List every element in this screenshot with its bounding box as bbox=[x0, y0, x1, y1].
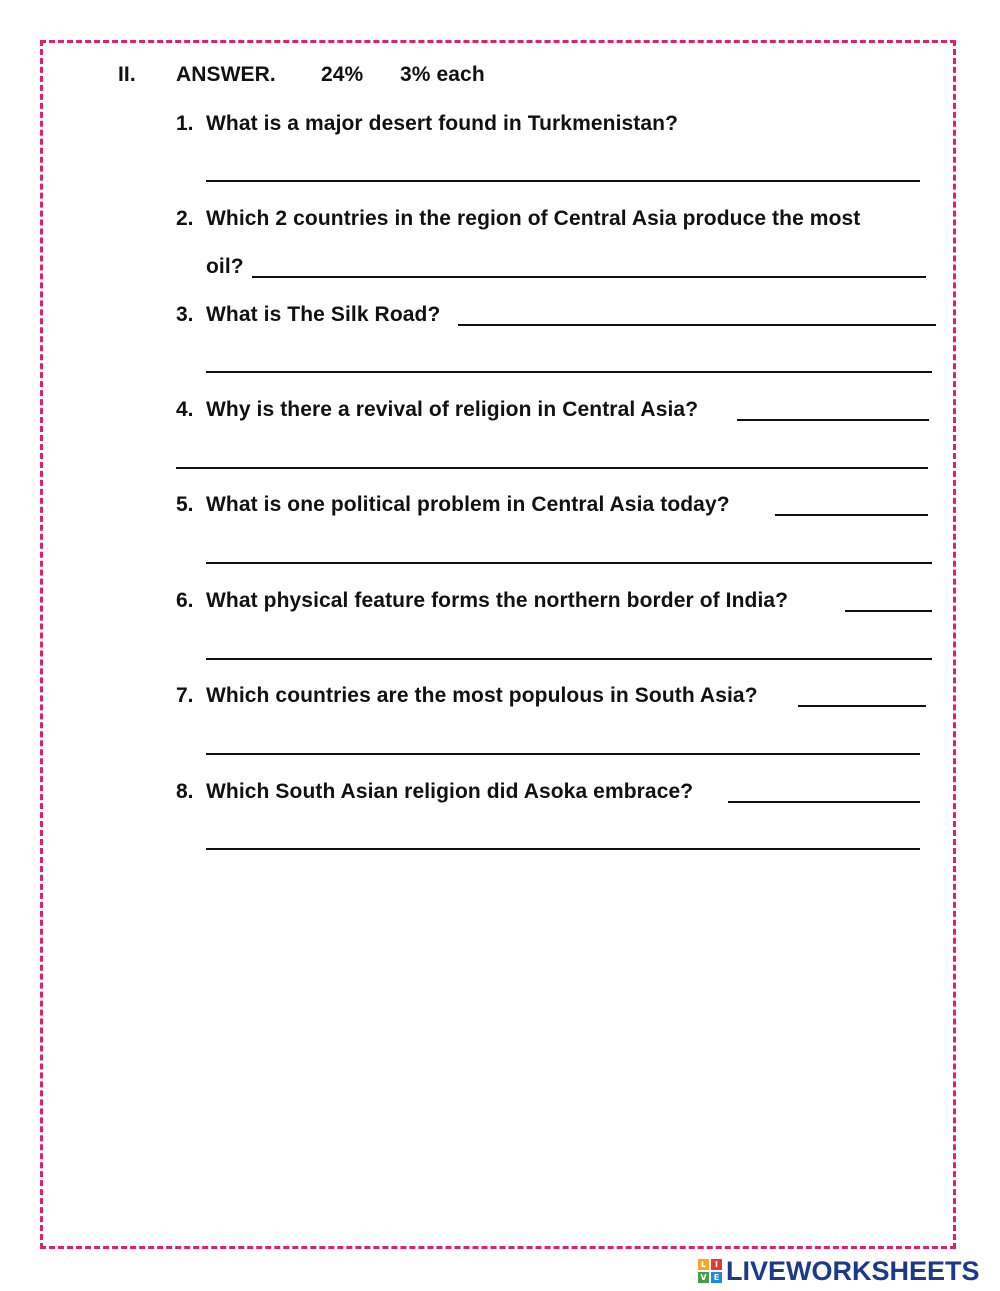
question-number: 5. bbox=[176, 493, 194, 516]
section-weight: 24% bbox=[321, 63, 364, 86]
answer-line[interactable] bbox=[845, 610, 932, 612]
liveworksheets-logo[interactable] bbox=[698, 1256, 980, 1286]
brand-name: LIVEWORKSHEETS bbox=[726, 1255, 980, 1286]
question-text: What is one political problem in Central Asia today? bbox=[206, 493, 730, 516]
section-numeral: II. bbox=[118, 63, 136, 86]
question-text: Which countries are the most populous in South Asia? bbox=[206, 684, 758, 707]
logo-tile: V bbox=[698, 1272, 709, 1283]
question-number: 1. bbox=[176, 112, 194, 135]
answer-line[interactable] bbox=[176, 467, 928, 469]
question-text: What physical feature forms the northern border of India? bbox=[206, 589, 789, 612]
answer-line[interactable] bbox=[206, 848, 920, 850]
question-number: 7. bbox=[176, 684, 194, 707]
answer-line[interactable] bbox=[206, 371, 932, 373]
question-text: Which 2 countries in the region of Central Asia produce the most bbox=[206, 207, 861, 230]
answer-line[interactable] bbox=[206, 753, 920, 755]
section-points: 3% each bbox=[400, 63, 485, 86]
logo-tile: I bbox=[711, 1259, 722, 1270]
answer-line[interactable] bbox=[798, 705, 926, 707]
question-number: 8. bbox=[176, 780, 194, 803]
answer-line[interactable] bbox=[728, 801, 920, 803]
answer-line[interactable] bbox=[458, 324, 936, 326]
question-number: 4. bbox=[176, 398, 194, 421]
question-continuation: oil? bbox=[206, 255, 244, 278]
answer-line[interactable] bbox=[737, 419, 929, 421]
answer-line[interactable] bbox=[206, 562, 932, 564]
logo-tile: E bbox=[711, 1272, 722, 1283]
answer-line[interactable] bbox=[252, 276, 926, 278]
answer-line[interactable] bbox=[206, 658, 932, 660]
logo-tile: L bbox=[698, 1259, 709, 1270]
question-number: 2. bbox=[176, 207, 194, 230]
question-text: What is The Silk Road? bbox=[206, 303, 441, 326]
question-text: Why is there a revival of religion in Central Asia? bbox=[206, 398, 699, 421]
section-title: ANSWER. bbox=[176, 63, 276, 86]
answer-line[interactable] bbox=[775, 514, 928, 516]
question-number: 6. bbox=[176, 589, 194, 612]
question-number: 3. bbox=[176, 303, 194, 326]
question-text: What is a major desert found in Turkmenistan? bbox=[206, 112, 679, 135]
question-text: Which South Asian religion did Asoka embrace? bbox=[206, 780, 694, 803]
answer-line[interactable] bbox=[206, 180, 920, 182]
logo-tiles-icon bbox=[698, 1259, 722, 1283]
